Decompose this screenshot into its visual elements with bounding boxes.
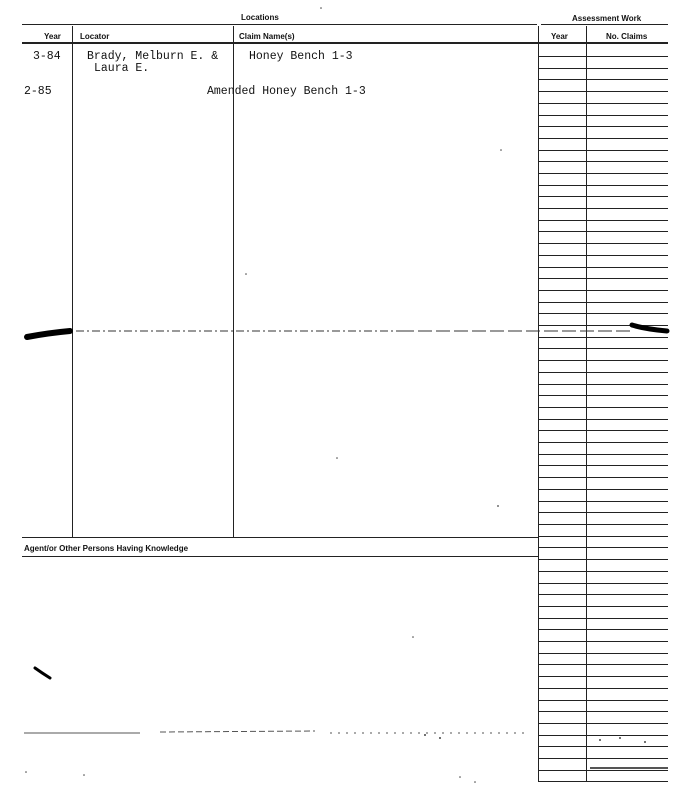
entry-1-locator-line2: Laura E. bbox=[94, 62, 150, 75]
claim-names-column-header: Claim Name(s) bbox=[239, 32, 295, 41]
year-column-header: Year bbox=[44, 32, 61, 41]
aw-year-column-header: Year bbox=[551, 32, 568, 41]
locations-header: Locations bbox=[241, 13, 279, 22]
left-marker-stroke bbox=[27, 331, 70, 337]
entry-2-year: 2-85 bbox=[24, 85, 52, 98]
entry-2-claim-name: Amended Honey Bench 1-3 bbox=[207, 85, 366, 98]
bottom-scan-noise bbox=[24, 731, 668, 768]
assessment-work-rules bbox=[538, 57, 668, 782]
assessment-work-header: Assessment Work bbox=[572, 14, 642, 23]
locator-column-header: Locator bbox=[80, 32, 110, 41]
entry-1-year: 3-84 bbox=[33, 50, 61, 63]
entry-1-claim-name: Honey Bench 1-3 bbox=[249, 50, 353, 63]
aw-no-claims-column-header: No. Claims bbox=[606, 32, 648, 41]
entry-1-locator-line1: Brady, Melburn E. & bbox=[87, 50, 219, 63]
bottom-left-mark bbox=[35, 668, 50, 678]
agent-label: Agent/or Other Persons Having Knowledge bbox=[24, 544, 189, 553]
